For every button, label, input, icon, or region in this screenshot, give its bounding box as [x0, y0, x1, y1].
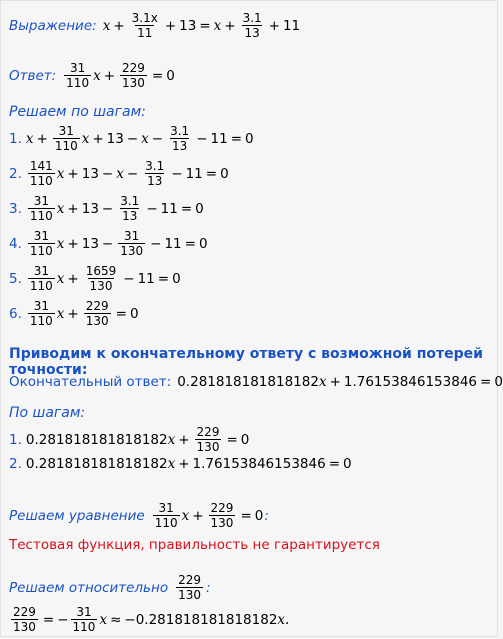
solve-row: Решаем уравнение $\frac{31}{110}$ x + $\frac{229}{130}$ = 0 :	[9, 501, 269, 530]
expression-row: Выражение: x + $\frac{3.1x}{11}$ + 13 = x + $\frac{3.1}{13}$ + 11	[9, 11, 301, 40]
fraction: $\frac{229}{130}$	[210, 501, 234, 530]
fraction: $\frac{3.1}{13}$	[145, 159, 165, 188]
step-row: 3. $\frac{31}{110}$ x + 13 − $\frac{3.1}{13}$ − 11 = 0	[9, 194, 204, 223]
step-row: 2. $\frac{141}{110}$ x + 13 − x − $\frac{3.1}{13}$ − 11 = 0	[9, 159, 229, 188]
fraction: $\frac{229}{130}$	[178, 573, 202, 602]
fraction: $\frac{31}{130}$	[120, 229, 144, 258]
steps-heading: Решаем по шагам:	[9, 104, 146, 120]
fraction: $\frac{3.1}{13}$	[120, 194, 140, 223]
fraction: $\frac{3.1}{13}$	[242, 11, 262, 40]
solve-relative-row: Решаем относительно $\frac{229}{130}$ :	[9, 573, 211, 602]
fraction: $\frac{141}{110}$	[29, 159, 53, 188]
warning-text: Тестовая функция, правильность не гарантируется	[9, 537, 380, 553]
fraction: $\frac{3.1}{13}$	[170, 124, 190, 153]
fraction: $\frac{1659}{130}$	[85, 264, 117, 293]
fraction: $\frac{31}{110}$	[66, 61, 90, 90]
fraction: $\frac{31}{110}$	[29, 194, 53, 223]
step-row: 5. $\frac{31}{110}$ x + $\frac{1659}{130}$ − 11 = 0	[9, 264, 181, 293]
answer-row: Ответ: $\frac{31}{110}$ x + $\frac{229}{130}$ = 0	[9, 61, 175, 90]
fraction: $\frac{31}{110}$	[154, 501, 178, 530]
fraction: $\frac{229}{130}$	[196, 425, 220, 454]
approx-heading: Приводим к окончательному ответу с возможной потерей точности:	[9, 346, 483, 378]
fraction: $\frac{31}{110}$	[29, 264, 53, 293]
solve-relative-label: Решаем относительно	[9, 579, 169, 596]
fraction: $\frac{229}{130}$	[85, 299, 109, 328]
fraction: $\frac{31}{110}$	[29, 229, 53, 258]
final-answer-row: Окончательный ответ: 0.281818181818182 x + 1.76153846153846 = 0	[9, 374, 503, 390]
by-step-row: 2. 0.281818181818182 x + 1.76153846153846 = 0	[9, 456, 352, 472]
fraction: $\frac{229}{130}$	[122, 61, 145, 90]
solve-label: Решаем уравнение	[9, 507, 145, 524]
step-row: 6. $\frac{31}{110}$ x + $\frac{229}{130}$ = 0	[9, 299, 139, 328]
step-row: 1. x + $\frac{31}{110}$ x + 13 − x − $\frac{3.1}{13}$ − 11 = 0	[9, 124, 254, 153]
answer-label: Ответ:	[9, 67, 57, 84]
fraction: $\frac{31}{110}$	[29, 299, 53, 328]
by-steps-heading: По шагам:	[9, 405, 86, 421]
step-row: 4. $\frac{31}{110}$ x + 13 − $\frac{31}{130}$ − 11 = 0	[9, 229, 208, 258]
final-answer-label: Окончательный ответ:	[9, 374, 172, 390]
fraction: $\frac{3.1x}{11}$	[131, 11, 158, 40]
by-step-row: 1. 0.281818181818182 x + $\frac{229}{130}$ = 0	[9, 425, 250, 454]
result-row: $\frac{229}{130}$ = − $\frac{31}{110}$ x ≈ − 0.281818181818182 x.	[13, 605, 290, 634]
fraction: $\frac{229}{130}$	[13, 605, 36, 634]
expression-label: Выражение:	[9, 17, 97, 34]
fraction: $\frac{31}{110}$	[72, 605, 96, 634]
fraction: $\frac{31}{110}$	[54, 124, 78, 153]
